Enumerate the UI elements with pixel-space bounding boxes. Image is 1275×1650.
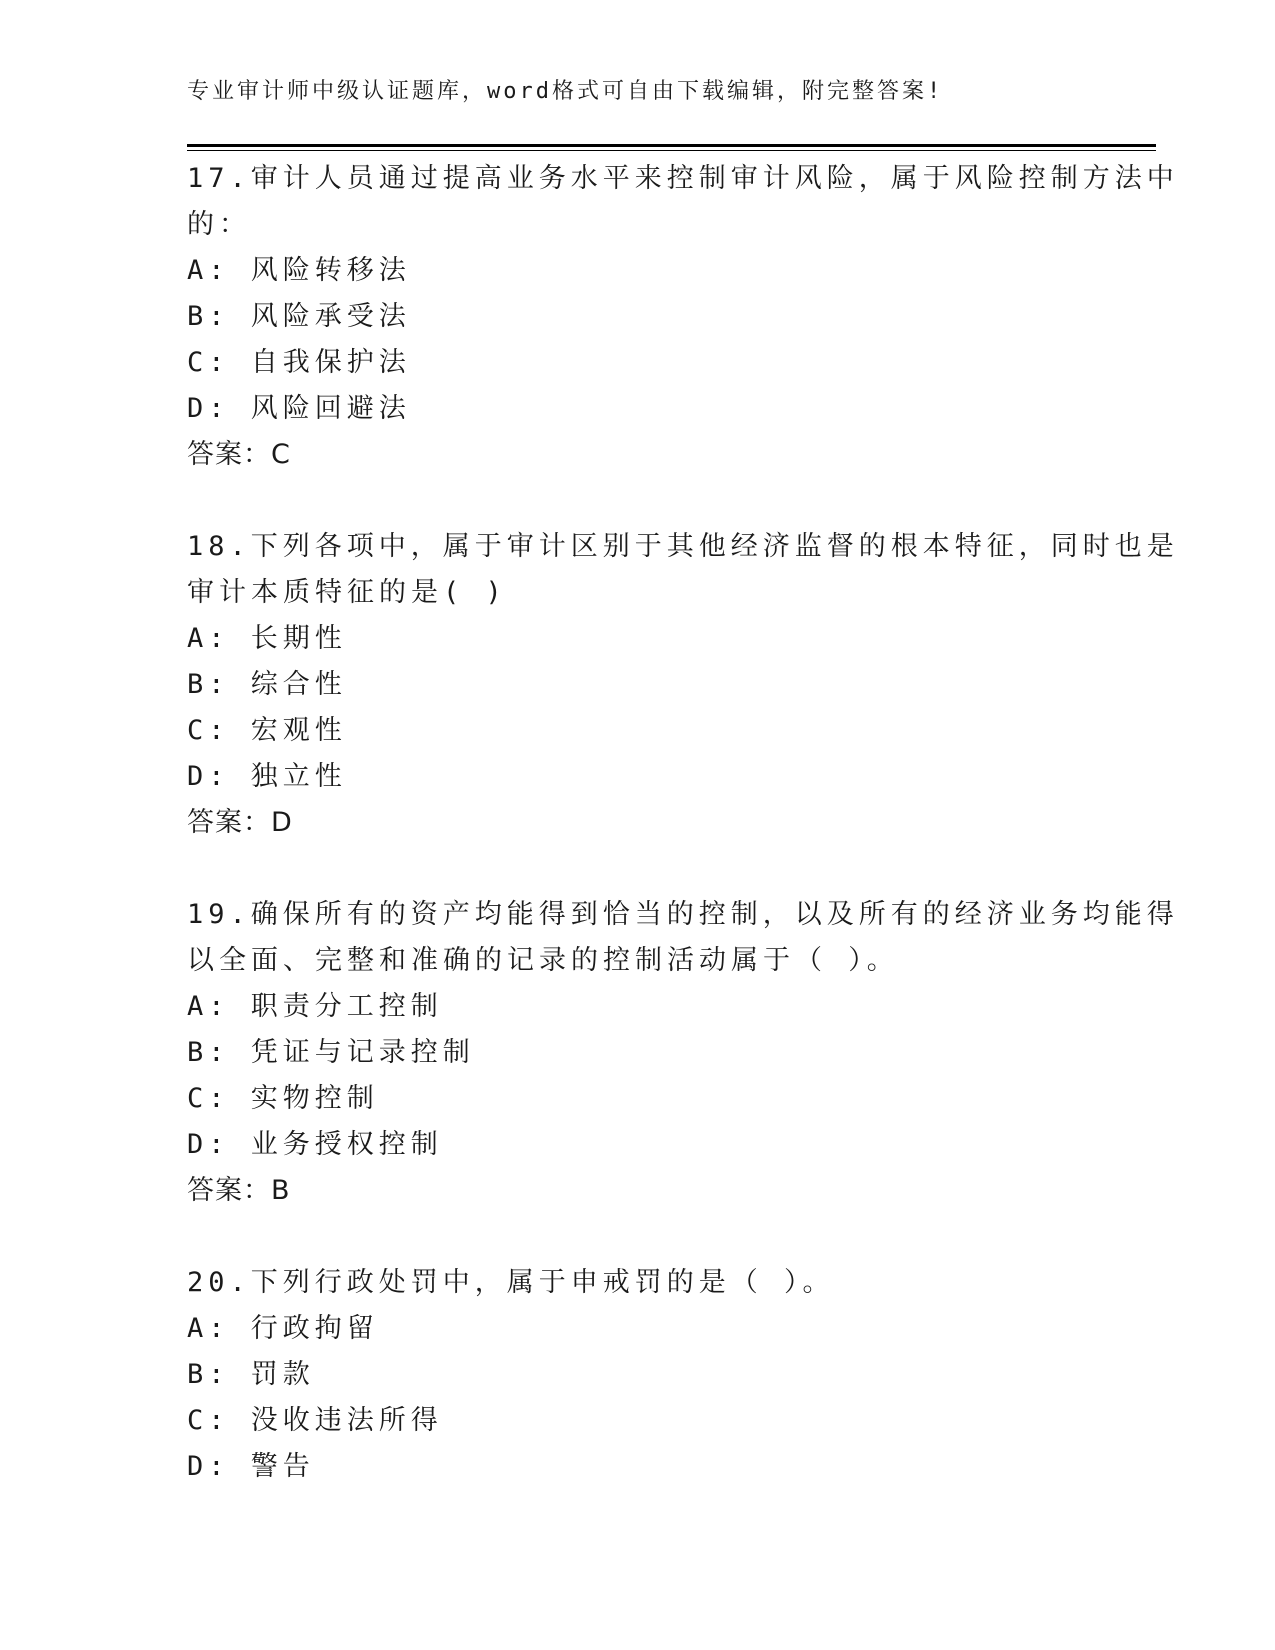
question-stem-line: 17.审计人员通过提高业务水平来控制审计风险，属于风险控制方法中 [187,163,1179,194]
answer-line: 答案：D [187,807,293,838]
answer-line: 答案：B [187,1175,291,1206]
option-c: C: 没收违法所得 [187,1405,443,1436]
question-stem-line: 18.下列各项中，属于审计区别于其他经济监督的根本特征，同时也是 [187,531,1179,562]
question-stem-line: 审计本质特征的是( ) [187,577,507,608]
header-rule-thin [187,150,1156,151]
option-a: A: 风险转移法 [187,255,411,286]
option-b: B: 罚款 [187,1359,315,1390]
header-rule-thick [187,144,1156,147]
option-b: B: 综合性 [187,669,347,700]
header-note: 专业审计师中级认证题库，word格式可自由下载编辑，附完整答案! [187,79,944,104]
question-20 [187,1260,1087,1490]
question-list [187,156,1179,1490]
option-d: D: 独立性 [187,761,347,792]
option-c: C: 实物控制 [187,1083,379,1114]
question-stem-line: 的： [187,209,251,240]
option-c: C: 宏观性 [187,715,347,746]
question-18 [187,524,1179,846]
option-a: A: 长期性 [187,623,347,654]
question-17 [187,156,1179,478]
answer-line: 答案：C [187,439,291,470]
option-d: D: 业务授权控制 [187,1129,443,1160]
question-19 [187,892,1179,1214]
option-b: B: 凭证与记录控制 [187,1037,475,1068]
option-c: C: 自我保护法 [187,347,411,378]
option-d: D: 风险回避法 [187,393,411,424]
option-a: A: 行政拘留 [187,1313,379,1344]
question-stem-line: 以全面、完整和准确的记录的控制活动属于（ ）。 [187,945,899,976]
question-stem-line: 20.下列行政处罚中，属于申戒罚的是（ ）。 [187,1267,835,1298]
option-b: B: 风险承受法 [187,301,411,332]
question-stem-line: 19.确保所有的资产均能得到恰当的控制，以及所有的经济业务均能得 [187,899,1179,930]
option-a: A: 职责分工控制 [187,991,443,1022]
option-d: D: 警告 [187,1451,315,1482]
